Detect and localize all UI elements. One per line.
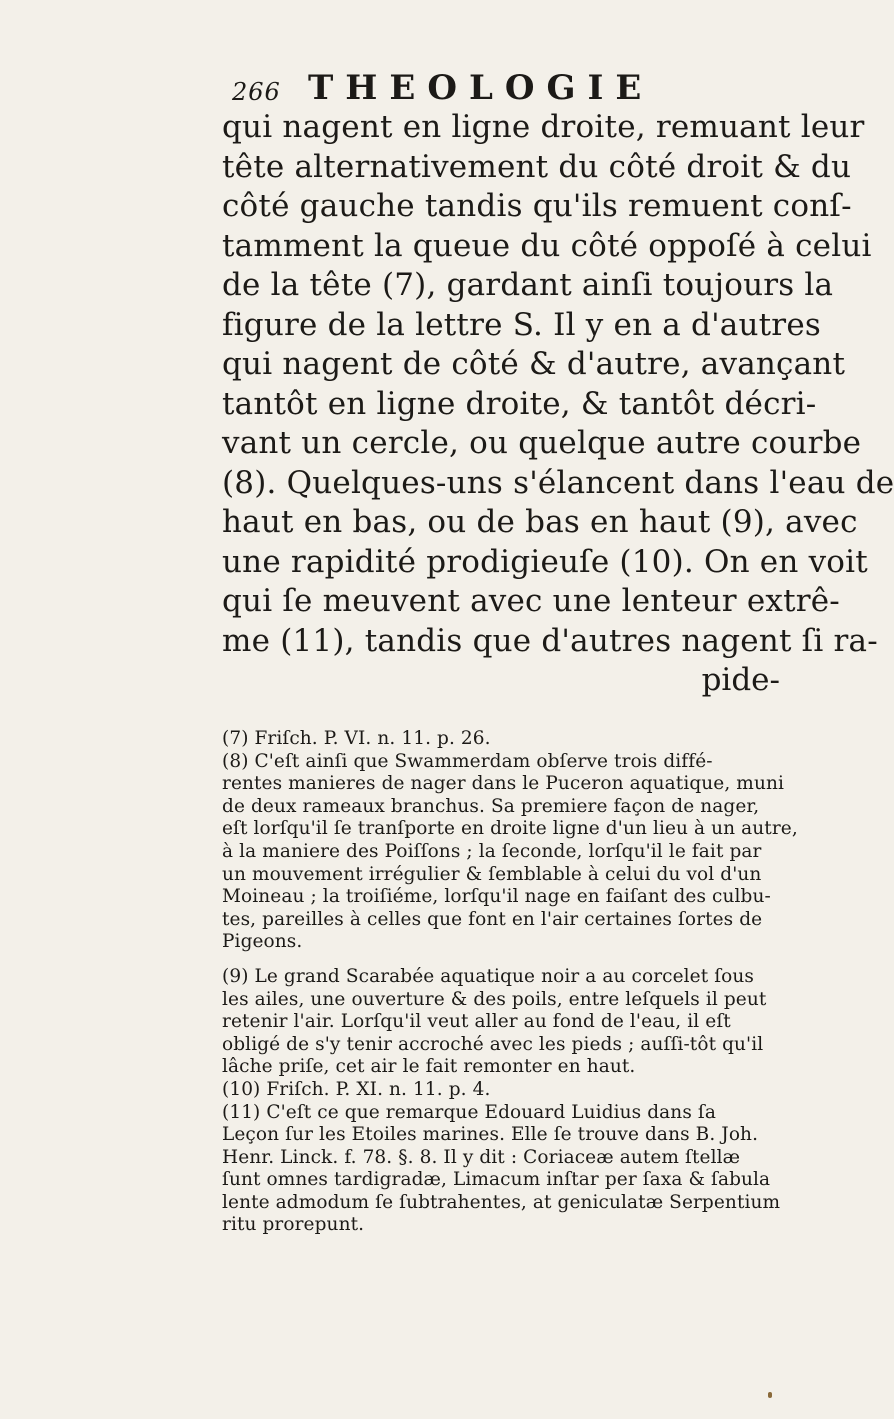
running-title: THEOLOGIE [308, 68, 654, 108]
footnote-7 [222, 728, 792, 751]
footnotes [222, 728, 798, 1237]
text-line: tête alternativement du côté droit & du [222, 148, 852, 185]
footnote-line: (7) Friſch. P. VI. n. 11. p. 26. [222, 728, 491, 749]
main-text [222, 108, 894, 701]
footnote-line: Leçon ſur les Etoiles marines. Elle ſe trouve dans B. Joh. [222, 1124, 759, 1146]
paper-speck [768, 1392, 772, 1398]
footnote-line: ſunt omnes tardigradæ, Limacum inſtar per ſaxa & ſabula [222, 1169, 771, 1191]
footnote-line: un mouvement irrégulier & ſemblable à celui du vol d'un [222, 863, 762, 885]
page-number: 266 [232, 78, 281, 106]
footnote-line: Moineau ; la troiſiéme, lorſqu'il nage en faiſant des culbu- [222, 886, 771, 908]
footnote-line: Henr. Linck. f. 78. §. 8. Il y dit : Coriaceæ autem ſtellæ [222, 1146, 741, 1168]
footnote-line: obligé de s'y tenir accroché avec les pieds ; auſſi-tôt qu'il [222, 1033, 764, 1055]
footnote-line: eſt lorſqu'il ſe tranſporte en droite ligne d'un lieu à un autre, [222, 818, 798, 840]
text-line: une rapidité prodigieuſe (10). On en voit [222, 543, 868, 580]
footnote-line: de deux rameaux branchus. Sa premiere façon de nager, [222, 795, 760, 817]
footnote-11 [222, 1102, 792, 1238]
text-line: côté gauche tandis qu'ils remuent conſ- [222, 188, 852, 224]
footnote-line: (11) C'eſt ce que remarque Edouard Luidius dans ſa [222, 1101, 716, 1123]
footnote-line: à la maniere des Poiſſons ; la ſeconde, lorſqu'il le fait par [222, 840, 762, 862]
footnote-10 [222, 1079, 792, 1102]
footnote-line: (8) C'eſt ainſi que Swammerdam obſerve trois diffé- [222, 750, 713, 772]
text-line: qui ſe meuvent avec une lenteur extrê- [222, 583, 840, 619]
footnote-line: ritu prorepunt. [222, 1214, 365, 1236]
text-line: qui nagent en ligne droite, remuant leur [222, 109, 865, 145]
footnote-line: retenir l'air. Lorſqu'il veut aller au fond de l'eau, il eſt [222, 1011, 731, 1033]
footnote-line: Pigeons. [222, 931, 303, 953]
footnote-line: lente admodum ſe ſubtrahentes, at geniculatæ Serpentium [222, 1191, 781, 1213]
text-line: haut en bas, ou de bas en haut (9), avec [222, 504, 858, 540]
text-line: qui nagent de côté & d'autre, avançant [222, 346, 846, 382]
page-header [0, 62, 800, 112]
footnote-line: tes, pareilles à celles que font en l'air certaines ſortes de [222, 908, 763, 930]
text-line: (8). Quelques-uns s'élancent dans l'eau de [222, 464, 894, 501]
text-line: tantôt en ligne droite, & tantôt décri- [222, 385, 817, 422]
footnote-8 [222, 750, 798, 954]
text-line: de la tête (7), gardant ainſi toujours la [222, 267, 834, 303]
catchword: pide- [701, 662, 780, 698]
footnote-line: (9) Le grand Scarabée aquatique noir a au corcelet ſous [222, 965, 755, 987]
footnote-line: (10) Friſch. P. XI. n. 11. p. 4. [222, 1078, 491, 1100]
footnote-line: lâche priſe, cet air le fait remonter en haut. [222, 1056, 636, 1078]
text-line: figure de la lettre S. Il y en a d'autres [222, 306, 821, 343]
text-line: tamment la queue du côté oppoſé à celui [222, 227, 872, 264]
text-line: me (11), tandis que d'autres nagent ſi ra- [222, 622, 878, 659]
footnote-9 [222, 966, 792, 1079]
footnote-line: rentes manieres de nager dans le Puceron aquatique, muni [222, 773, 784, 795]
footnote-line: les ailes, une ouverture & des poils, entre leſquels il peut [222, 988, 767, 1010]
text-line: vant un cercle, ou quelque autre courbe [222, 425, 862, 461]
